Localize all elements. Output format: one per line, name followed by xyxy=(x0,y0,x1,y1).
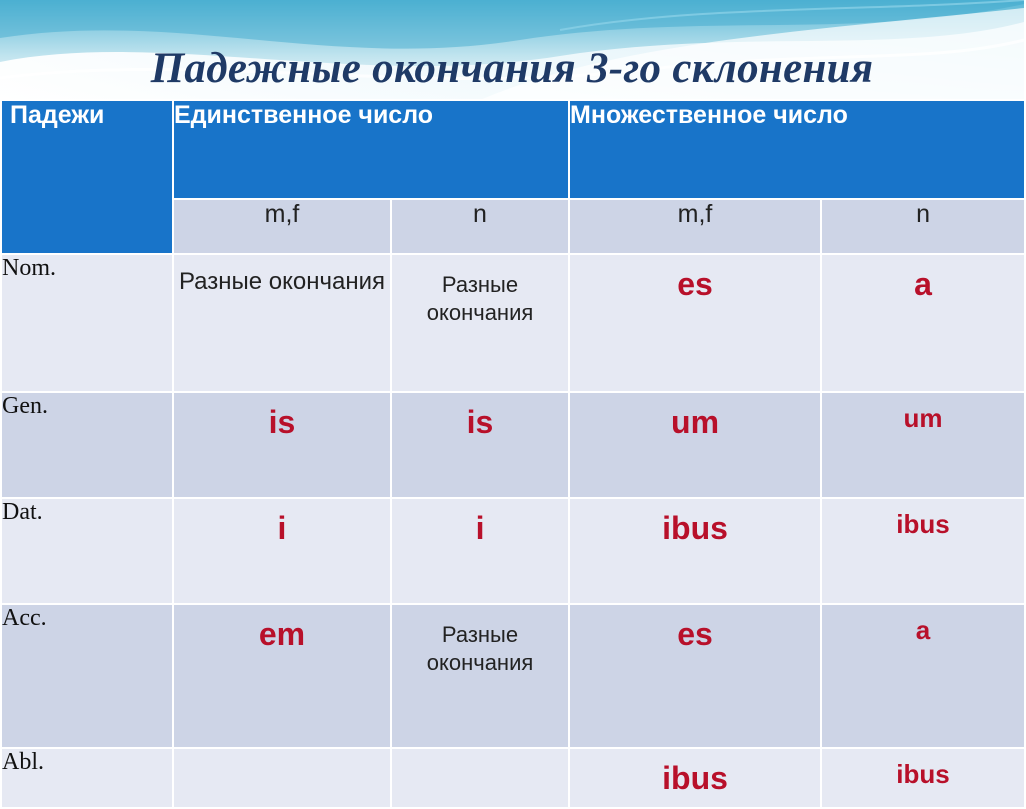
ending-value: i xyxy=(277,510,287,546)
ending-value: em xyxy=(258,616,306,652)
subheader-plural-n: n xyxy=(821,199,1025,254)
ending-cell-singular-n xyxy=(391,392,569,498)
header-singular: Единственное число xyxy=(173,100,569,199)
ending-cell-singular-n xyxy=(391,748,569,808)
table-row xyxy=(1,498,1025,604)
ending-value: is xyxy=(268,404,296,440)
ending-cell-singular-n xyxy=(391,498,569,604)
ending-cell-singular-n xyxy=(391,254,569,392)
ending-note: Разные окончания xyxy=(178,268,386,295)
ending-value xyxy=(174,749,390,760)
ending-value xyxy=(392,749,568,760)
ending-cell-plural-n xyxy=(821,748,1025,808)
subheader-singular-mf: m,f xyxy=(173,199,391,254)
case-label: Nom. xyxy=(1,254,173,392)
table-row xyxy=(1,748,1025,808)
ending-cell-plural-mf xyxy=(569,604,821,748)
table-row xyxy=(1,254,1025,392)
subheader-plural-mf: m,f xyxy=(569,199,821,254)
ending-value: um xyxy=(671,404,720,440)
ending-cell-singular-mf xyxy=(173,498,391,604)
ending-value: es xyxy=(677,616,713,652)
ending-value: a xyxy=(914,266,932,302)
table-row xyxy=(1,604,1025,748)
case-label: Dat. xyxy=(1,498,173,604)
table-row xyxy=(1,392,1025,498)
ending-value: ibus xyxy=(662,760,728,796)
ending-cell-plural-n xyxy=(821,604,1025,748)
ending-value: is xyxy=(466,404,494,440)
ending-cell-plural-n xyxy=(821,254,1025,392)
ending-value: um xyxy=(903,403,943,433)
ending-value: ibus xyxy=(896,759,950,789)
ending-cell-plural-mf xyxy=(569,392,821,498)
case-label: Gen. xyxy=(1,392,173,498)
ending-cell-singular-n xyxy=(391,604,569,748)
ending-value: ibus xyxy=(662,510,728,546)
ending-value: es xyxy=(677,266,713,302)
ending-cell-singular-mf xyxy=(173,748,391,808)
ending-cell-plural-mf xyxy=(569,748,821,808)
case-label: Acc. xyxy=(1,604,173,748)
header-cases: Падежи xyxy=(1,100,173,254)
ending-note: Разные окончания xyxy=(426,272,534,325)
case-label: Abl. xyxy=(1,748,173,808)
ending-cell-singular-mf xyxy=(173,254,391,392)
ending-value: ibus xyxy=(896,509,950,539)
ending-note: Разные окончания xyxy=(426,622,534,675)
ending-value: i xyxy=(475,510,485,546)
ending-cell-plural-mf xyxy=(569,254,821,392)
subheader-singular-n: n xyxy=(391,199,569,254)
header-plural: Множественное число xyxy=(569,100,1025,199)
ending-value: a xyxy=(915,615,931,645)
ending-cell-singular-mf xyxy=(173,392,391,498)
declension-table xyxy=(0,99,1026,809)
ending-cell-plural-n xyxy=(821,392,1025,498)
page-title: Падежные окончания 3-го склонения xyxy=(150,45,874,92)
ending-cell-plural-mf xyxy=(569,498,821,604)
ending-cell-singular-mf xyxy=(173,604,391,748)
ending-cell-plural-n xyxy=(821,498,1025,604)
